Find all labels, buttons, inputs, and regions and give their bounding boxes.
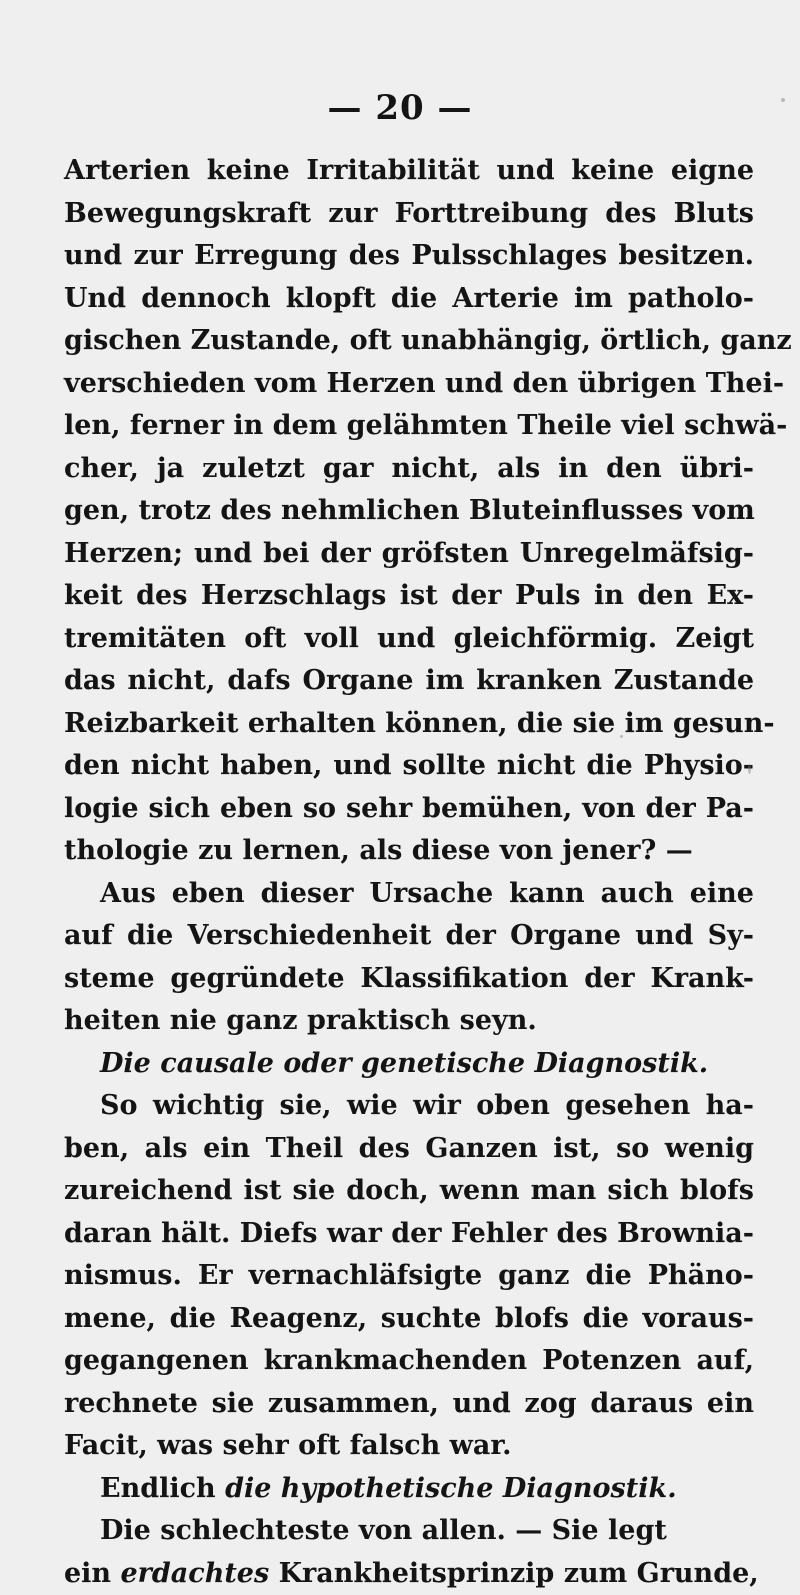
text-line: Herzen; und bei der gröfsten Unregelmäfsig- xyxy=(64,533,754,576)
text-line: heiten nie ganz praktisch seyn. xyxy=(64,1000,754,1043)
text-line: zureichend ist sie doch, wenn man sich blofs xyxy=(64,1170,754,1213)
text-line: len, ferner in dem gelähmten Theile viel schwä- xyxy=(64,405,754,448)
text-line: Bewegungskraft zur Forttreibung des Bluts xyxy=(64,193,754,236)
text-line: So wichtig sie, wie wir oben gesehen ha- xyxy=(64,1085,754,1128)
text-line: logie sich eben so sehr bemühen, von der Pa- xyxy=(64,788,754,831)
text-line: Facit, was sehr oft falsch war. xyxy=(64,1425,754,1468)
text-line: Und dennoch klopft die Arterie im patholo- xyxy=(64,278,754,321)
text-line: ben, als ein Theil des Ganzen ist, so wenig xyxy=(64,1128,754,1171)
text-lead: ein xyxy=(64,1558,111,1589)
text-line: gegangenen krankmachenden Potenzen auf, xyxy=(64,1340,754,1383)
text-line: nismus. Er vernachläfsigte ganz die Phäno- xyxy=(64,1255,754,1298)
text-line: keit des Herzschlags ist der Puls in den Ex- xyxy=(64,575,754,618)
text-line: rechnete sie zusammen, und zog daraus ein xyxy=(64,1383,754,1426)
section-heading: Die causale oder genetische Diagnostik. xyxy=(64,1043,754,1086)
text-line: verschieden vom Herzen und den übrigen Thei- xyxy=(64,363,754,406)
text-line: Arterien keine Irritabilität und keine eigne xyxy=(64,150,754,193)
text-line: mene, die Reagenz, suchte blofs die voraus- xyxy=(64,1298,754,1341)
heading-italic-text: die hypothetische Diagnostik. xyxy=(225,1473,677,1504)
ink-speck xyxy=(781,98,785,102)
text-line: steme gegründete Klassifikation der Krank- xyxy=(64,958,754,1001)
text-line: Aus eben dieser Ursache kann auch eine xyxy=(64,873,754,916)
text-line: Die schlechteste von allen. — Sie legt xyxy=(64,1510,754,1553)
text-line: thologie zu lernen, als diese von jener? — xyxy=(64,830,754,873)
text-line-mixed xyxy=(64,1553,754,1595)
text-line: den nicht haben, und sollte nicht die Physio- xyxy=(64,745,754,788)
text-line: tremitäten oft voll und gleichförmig. Zeigt xyxy=(64,618,754,661)
section-heading-line xyxy=(64,1468,754,1511)
text-italic: erdachtes xyxy=(120,1558,269,1589)
text-rest: Krankheitsprinzip zum Grunde, xyxy=(279,1558,759,1589)
ink-speck xyxy=(748,764,751,774)
text-line: Reizbarkeit erhalten können, die sie im gesun- xyxy=(64,703,754,746)
body-text xyxy=(64,150,754,1595)
text-line: gischen Zustande, oft unabhängig, örtlich, ganz xyxy=(64,320,754,363)
text-line: daran hält. Diefs war der Fehler des Brownia- xyxy=(64,1213,754,1256)
page-number: — 20 — xyxy=(0,88,800,128)
text-line: auf die Verschiedenheit der Organe und Sy- xyxy=(64,915,754,958)
text-line: und zur Erregung des Pulsschlages besitzen. xyxy=(64,235,754,278)
text-line: das nicht, dafs Organe im kranken Zustande xyxy=(64,660,754,703)
ink-speck xyxy=(620,735,623,738)
text-line: gen, trotz des nehmlichen Bluteinflusses vom xyxy=(64,490,754,533)
heading-lead-text: Endlich xyxy=(100,1473,216,1504)
text-line: cher, ja zuletzt gar nicht, als in den übri- xyxy=(64,448,754,491)
